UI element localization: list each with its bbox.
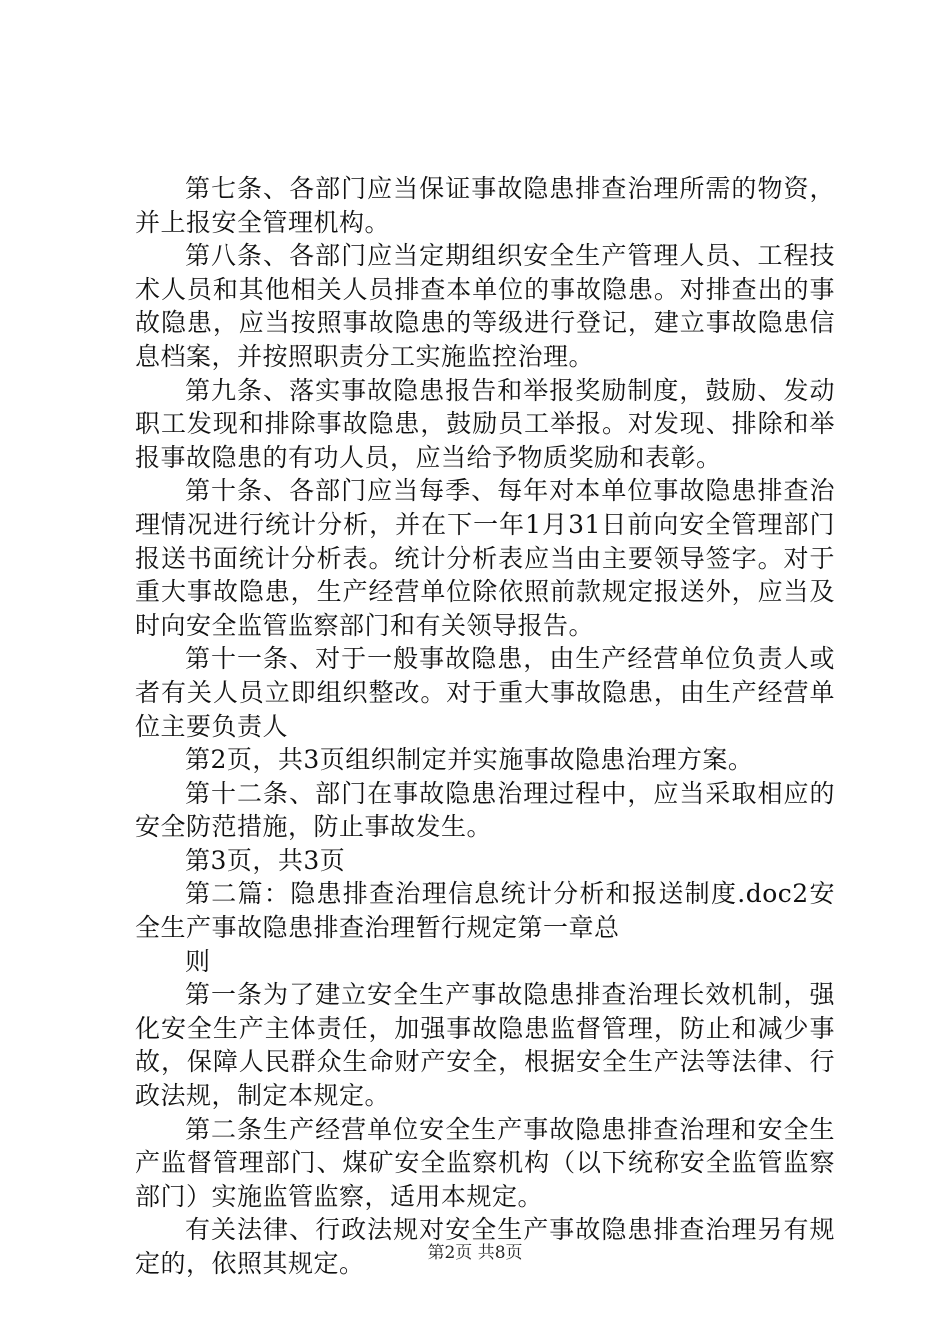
paragraph-article-7: 第七条、各部门应当保证事故隐患排查治理所需的物资，并上报安全管理机构。 <box>135 174 835 237</box>
paragraph-article-12: 第十二条、部门在事故隐患治理过程中，应当采取相应的安全防范措施，防止事故发生。 <box>135 778 835 842</box>
paragraph-regulation-note: 有关法律、行政法规对安全生产事故隐患排查治理另有规定的，依照其规定。 <box>135 1215 835 1278</box>
paragraph-article-8: 第八条、各部门应当定期组织安全生产管理人员、工程技术人员和其他相关人员排查本单位的事故隐患。对排查出的事故隐患，应当按照事故隐患的等级进行登记，建立事故隐患信息档案，并按照职责分工实施监控治理。 <box>135 241 835 371</box>
paragraph-section-heading: 第二篇：隐患排查治理信息统计分析和报送制度.doc2安全生产事故隐患排查治理暂行规定第一章总 <box>135 879 835 943</box>
paragraph-regulation-article-2: 第二条生产经营单位安全生产事故隐患排查治理和安全生产监督管理部门、煤矿安全监察机构（以下统称安全监管监察部门）实施监管监察，适用本规定。 <box>135 1114 835 1211</box>
page-footer: 第2页 共8页 <box>427 1243 523 1263</box>
paragraph-article-11: 第十一条、对于一般事故隐患，由生产经营单位负责人或者有关人员立即组织整改。对于重大事故隐患，由生产经营单位主要负责人 <box>135 644 835 741</box>
document-body <box>135 172 835 1281</box>
paragraph-page-marker-2: 第2页，共3页组织制定并实施事故隐患治理方案。 <box>185 745 754 775</box>
paragraph-article-10: 第十条、各部门应当每季、每年对本单位事故隐患排查治理情况进行统计分析，并在下一年1月31日前向安全管理部门报送书面统计分析表。统计分析表应当由主要领导签字。对于重大事故隐患，生产经营单位除依照前款规定报送外，应当及时向安全监管监察部门和有关领导报告。 <box>135 476 835 640</box>
paragraph-regulation-article-1: 第一条为了建立安全生产事故隐患排查治理长效机制，强化安全生产主体责任，加强事故隐患监督管理，防止和减少事故，保障人民群众生命财产安全，根据安全生产法等法律、行政法规，制定本规定。 <box>135 980 835 1111</box>
paragraph-page-marker-3: 第3页，共3页 <box>185 845 346 875</box>
paragraph-section-heading-continued: 则 <box>185 946 211 976</box>
paragraph-article-9: 第九条、落实事故隐患报告和举报奖励制度，鼓励、发动职工发现和排除事故隐患，鼓励员工举报。对发现、排除和举报事故隐患的有功人员，应当给予物质奖励和表彰。 <box>135 375 835 472</box>
